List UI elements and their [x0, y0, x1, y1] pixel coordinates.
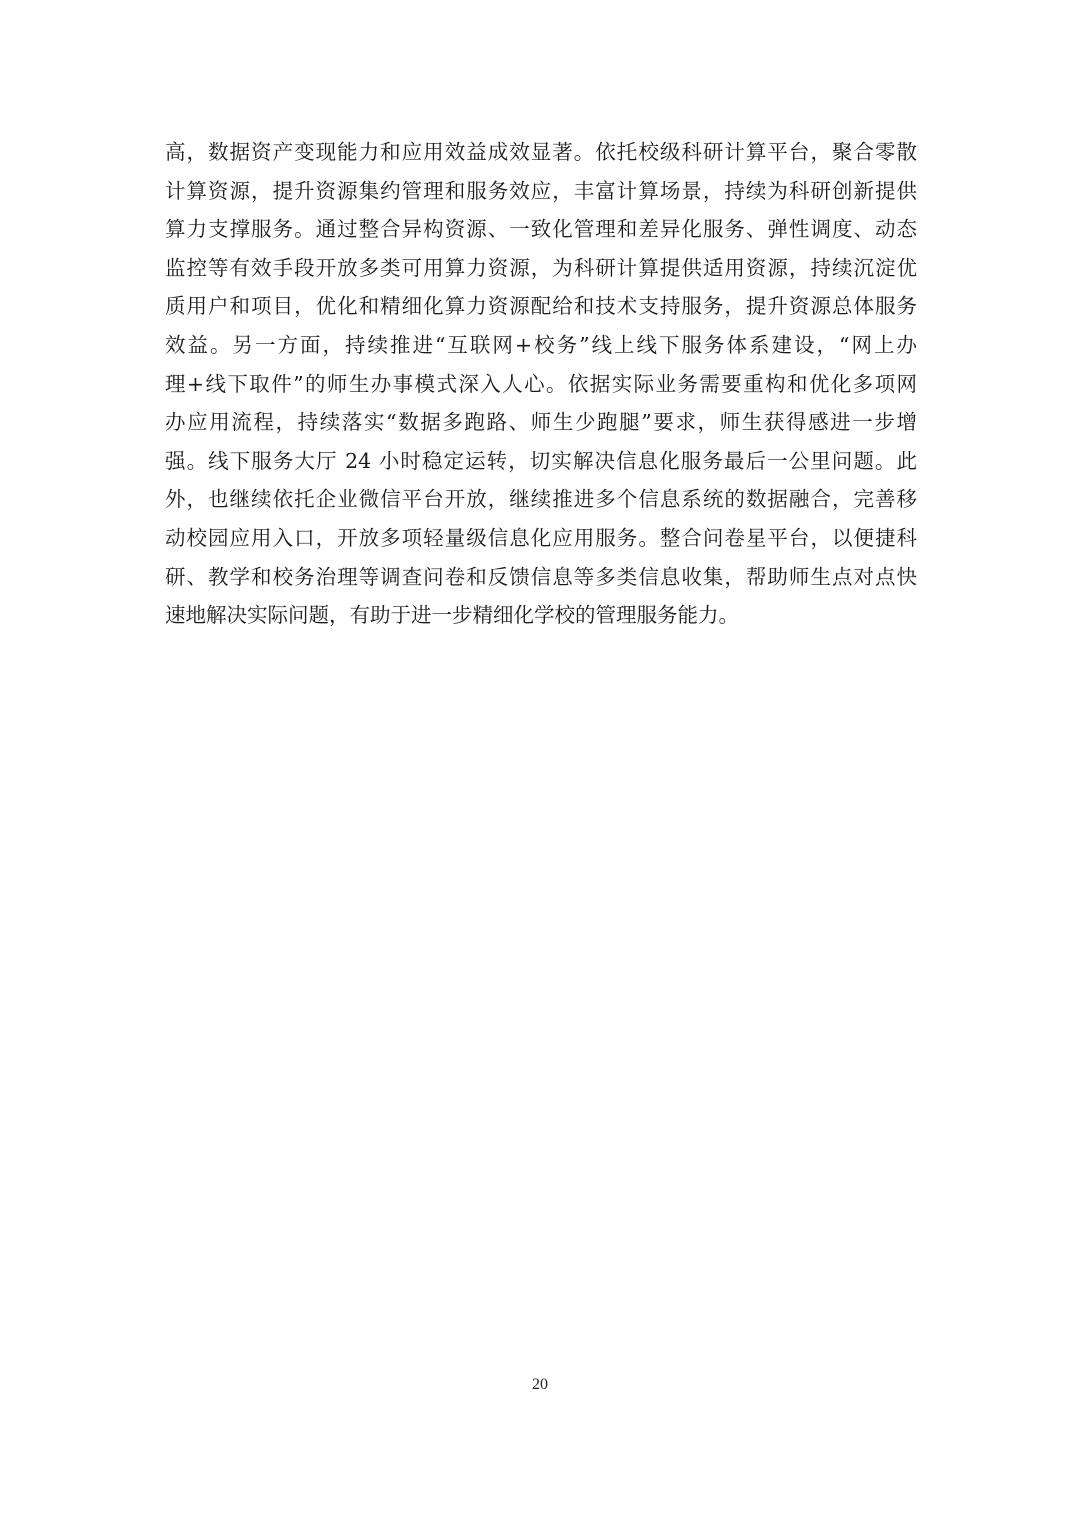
paragraph-line: 高，数据资产变现能力和应用效益成效显著。依托校级科研计算平台，聚合零散 — [165, 140, 917, 164]
paragraph-line: 质用户和项目，优化和精细化算力资源配给和技术支持服务，提升资源总体服务 — [165, 294, 917, 319]
paragraph-line: 算力支撑服务。通过整合异构资源、一致化管理和差异化服务、弹性调度、动态 — [165, 217, 917, 242]
paragraph-line: 研、教学和校务治理等调查问卷和反馈信息等多类信息收集，帮助师生点对点快 — [165, 564, 917, 589]
paragraph-line: 效益。另一方面，持续推进“互联网+校务”线上线下服务体系建设，“网上办 — [165, 332, 917, 357]
paragraph-line: 强。线下服务大厅 24 小时稳定运转，切实解决信息化服务最后一公里问题。此 — [165, 448, 917, 473]
paragraph-line: 监控等有效手段开放多类可用算力资源，为科研计算提供适用资源，持续沉淀优 — [165, 255, 917, 280]
paragraph-line: 动校园应用入口，开放多项轻量级信息化应用服务。整合问卷星平台，以便捷科 — [165, 525, 917, 550]
page-number: 20 — [532, 1376, 548, 1393]
paragraph-line: 计算资源，提升资源集约管理和服务效应，丰富计算场景，持续为科研创新提供 — [165, 178, 917, 203]
paragraph-line: 外，也继续依托企业微信平台开放，继续推进多个信息系统的数据融合，完善移 — [165, 487, 917, 512]
paragraph-line: 办应用流程，持续落实“数据多跑路、师生少跑腿”要求，师生获得感进一步增 — [165, 410, 917, 435]
paragraph-line: 速地解决实际问题，有助于进一步精细化学校的管理服务能力。 — [165, 603, 739, 628]
paragraph-line: 理+线下取件”的师生办事模式深入人心。依据实际业务需要重构和优化多项网 — [165, 371, 917, 396]
body-paragraph — [165, 133, 917, 635]
